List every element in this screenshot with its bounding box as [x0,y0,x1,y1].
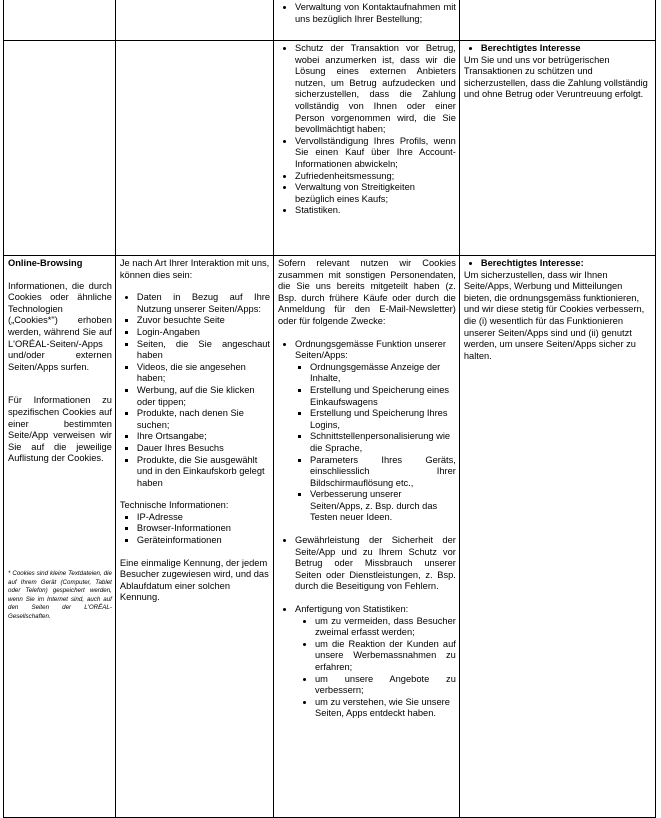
list-item: ▪ Browser-Informationen [137,523,270,535]
list-item: ▪ Produkte, nach denen Sie suchen; [137,408,270,431]
legal-basis-heading: • Berechtigtes Interesse: [481,258,652,270]
cookie-footnote: * Cookies sind kleine Textdateien, die auf Ihrem Gerät (Computer, Tablet oder Telefon) gespeichert werden, wenn Sie im Internet sind, auch auf den Seiten der L'ORÉAL-Gesellschaften. [8,569,112,620]
list-item: • Statistiken. [295,205,456,217]
list-item: ▪ Erstellung und Speicherung Ihres Logins, [310,408,456,431]
cookie-reference-text: Für Informationen zu spezifischen Cookies auf einer bestimmten Seite/App verweisen wir Sie auf die jeweilige Auflistung der Cookies. [8,395,112,464]
row3-data-cell [115,256,273,818]
technical-info-title: Technische Informationen: [119,500,229,511]
row1-category-cell [4,0,116,41]
category-description: Informationen, die durch Cookies oder ähnliche Technologien („Cookies*") erhoben werden, während Sie auf L'ORÉAL-Seiten/-Apps und/oder externen Seiten/Apps surfen. [8,280,112,372]
row3-category-cell [4,256,116,818]
list-item [295,604,456,720]
list-item: ▪ Parameters Ihres Geräts, einschliesslich Ihrer Bildschirmauflösung etc., [310,455,456,490]
list-item: ▪ Zuvor besuchte Seite [137,315,270,327]
list-item: • um zu verstehen, wie Sie unsere Seiten, Apps entdeckt haben. [315,697,456,720]
row3-legal-basis-cell [459,256,655,818]
list-item [295,339,456,525]
list-item: ▪ Produkte, die Sie ausgewählt und in den Einkaufskorb gelegt haben [137,455,270,490]
purpose-main-item: Anfertigung von Statistiken: [295,604,409,615]
list-item: • Zufriedenheitsmessung; [295,171,456,183]
list-item: ▪ Verbesserung unserer Seiten/Apps, z. Bsp. durch das Testen neuer Ideen. [310,489,456,524]
list-item: ▪ Dauer Ihres Besuchs [137,443,270,455]
row2-legal-basis-cell [459,41,655,256]
list-item: • Schutz der Transaktion vor Betrug, wobei anzumerken ist, dass wir die Lösung eines externen Anbieters nutzen, um Betrug aufzudecken und sicherzustellen, dass die Zahlung vollständig von Ihnen oder einer Person vorgenommen wird, die Sie bevollmächtigt haben; [295,43,456,136]
row1-legal-basis-cell [459,0,655,41]
list-item: ▪ Schnittstellenpersonalisierung wie die Sprache, [310,431,456,454]
row1-data-cell [115,0,273,41]
legal-basis-heading: • Berechtigtes Interesse [481,43,652,55]
table-row [4,41,656,256]
table-row [4,0,656,41]
list-item: ▪ Ihre Ortsangabe; [137,431,270,443]
list-item: • Vervollständigung Ihres Profils, wenn Sie einen Kauf über Ihre Account-Informationen abwickeln; [295,136,456,171]
purpose-main-item: Ordnungsgemässe Funktion unserer Seiten/Apps: [295,338,446,361]
legal-basis-text: Um Sie und uns vor betrügerischen Transaktionen zu schützen und sicherzustellen, dass die Zahlung vollständig und ohne Betrug oder Veruntreuung erfolgt. [463,54,648,100]
unique-identifier-text: Eine einmalige Kennung, der jedem Besucher zugewiesen wird, und das Ablaufdatum einer solchen Kennung. [119,557,269,603]
list-item: • um zu vermeiden, dass Besucher zweimal erfasst werden; [315,616,456,639]
list-item: ▪ Videos, die sie angesehen haben; [137,362,270,385]
data-intro: Je nach Art Ihrer Interaktion mit uns, können dies sein: [119,258,270,280]
row2-purpose-cell [274,41,460,256]
purpose-intro: Sofern relevant nutzen wir Cookies zusammen mit sonstigen Personendaten, die Sie uns bereits mitgeteilt haben (z. Bsp. durch frühere Käufe oder durch die Anmeldung für den E-Mail-Newsletter) oder für folgende Zwecke: [278,258,456,326]
row1-purpose-cell [274,0,460,41]
list-item: ▪ Werbung, auf die Sie klicken oder tippen; [137,385,270,408]
row2-data-cell [115,41,273,256]
legal-basis-text: Um sicherzustellen, dass wir Ihnen Seite/Apps, Werbung und Mitteilungen bieten, die ordnungsgemäss funktionieren, und wir diese stetig für Cookies verbessern, die (i) wesentlich für das Funktionieren unserer Seiten/Apps sind und (ii) genutzt werden, um unsere Seiten/Apps sicher zu halten. [463,269,645,361]
row2-category-cell [4,41,116,256]
list-item: • um unsere Angebote zu verbessern; [315,674,456,697]
list-item: ▪ Erstellung und Speicherung eines Einkaufswagens [310,385,456,408]
list-item: • Verwaltung von Streitigkeiten bezüglich eines Kaufs; [295,182,456,205]
list-item: ▪ Seiten, die Sie angeschaut haben [137,339,270,362]
list-item: ▪ Login-Angaben [137,327,270,339]
table-row [4,256,656,818]
list-item: ▪ Geräteinformationen [137,535,270,547]
list-item: • Verwaltung von Kontaktaufnahmen mit uns bezüglich Ihrer Bestellung; [295,2,456,25]
list-item: • um die Reaktion der Kunden auf unsere Werbemassnahmen zu erfahren; [315,639,456,674]
list-item: ▪ Ordnungsgemässe Anzeige der Inhalte, [310,362,456,385]
list-item: ▪ IP-Adresse [137,512,270,524]
processing-table [3,0,656,818]
list-item: • Daten in Bezug auf Ihre Nutzung unserer Seiten/Apps: [137,292,270,315]
row3-purpose-cell [274,256,460,818]
category-title: Online-Browsing [8,258,83,268]
list-item: • Gewährleistung der Sicherheit der Seite/App und zu Ihrem Schutz vor Betrug oder Missbrauch unserer Seiten oder Dienstleistungen, z. Bsp. durch die Beseitigung von Fehlern. [295,535,456,593]
